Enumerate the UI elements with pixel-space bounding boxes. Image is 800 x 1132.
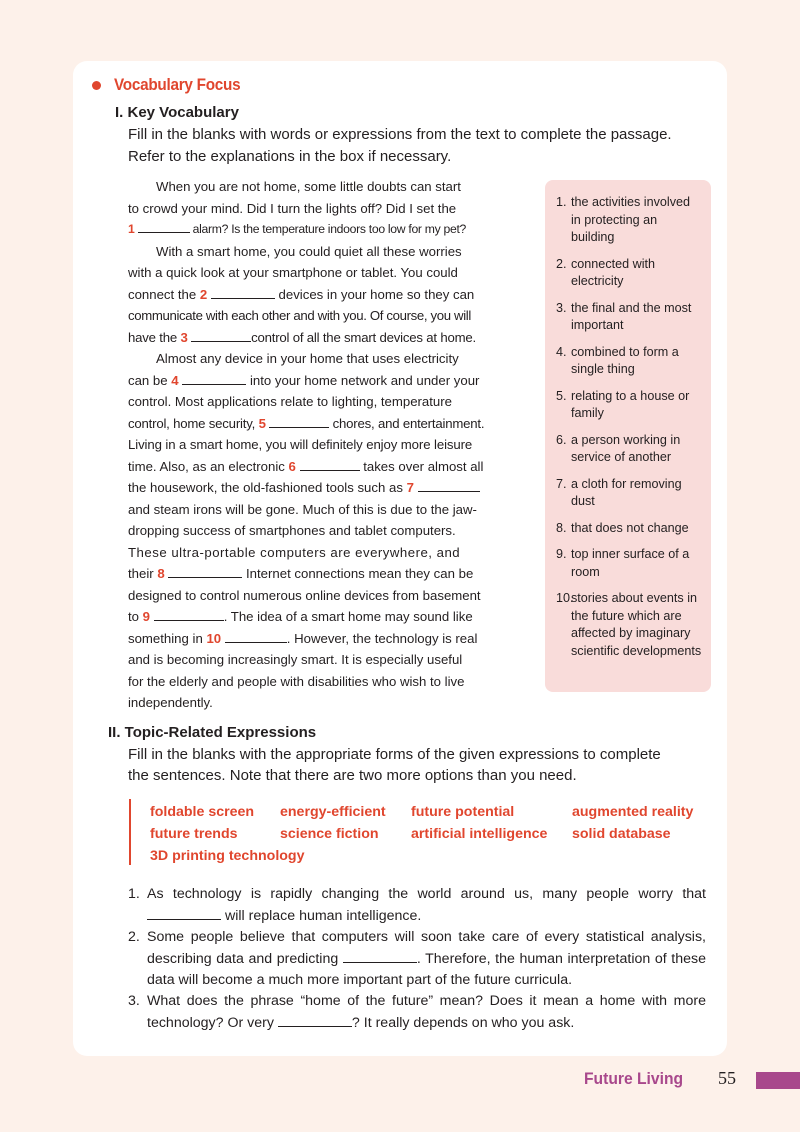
blank-9[interactable]: [154, 607, 224, 621]
passage-line: for the elderly and people with disabilities who wish to live: [128, 673, 465, 689]
sentence-blank-1[interactable]: [147, 906, 221, 920]
definition-item: 7. a cloth for removing dust: [556, 476, 682, 508]
blank-6[interactable]: [300, 457, 360, 471]
sentence-1: 1. As technology is rapidly changing the world around us, many people worry that will replace human intelligence.: [128, 886, 706, 924]
passage-line: control. Most applications relate to lighting, temperature: [128, 394, 452, 409]
passage-line: With a smart home, you could quiet all these worries: [156, 243, 462, 259]
definition-item: 6. a person working in service of another: [556, 432, 681, 464]
option-item: artificial intelligence: [411, 826, 548, 842]
definition-item: 1. the activities involved in protecting an building: [556, 195, 691, 244]
passage-line: 1 alarm? Is the temperature indoors too low for my pet?: [128, 219, 526, 241]
part1-instruction-1: Fill in the blanks with words or expressions from the text to complete the passage.: [128, 126, 672, 143]
sentence-3: 3. What does the phrase “home of the future” mean? Does it mean a home with more technology? Or very ? It really depends on who you ask.: [128, 993, 706, 1031]
definition-item: 10. stories about events in the future which are affected by imaginary scientific developments: [556, 591, 702, 658]
option-item: 3D printing technology: [150, 848, 305, 864]
passage-line: designed to control numerous online devices from basement: [128, 587, 481, 603]
option-item: future potential: [411, 804, 515, 820]
option-item: augmented reality: [572, 804, 694, 820]
definition-item: 8. that does not change: [556, 520, 689, 535]
option-item: future trends: [150, 826, 238, 842]
blank-number: 1: [128, 222, 135, 236]
blank-5[interactable]: [269, 414, 329, 428]
part2-instruction-2: the sentences. Note that there are two more options than you need.: [128, 767, 577, 784]
passage: [128, 176, 526, 714]
part1-heading: I. Key Vocabulary: [115, 104, 239, 121]
passage-line: something in 10 . However, the technology is real: [128, 630, 478, 646]
section-header: [92, 75, 254, 95]
option-item: science fiction: [280, 826, 379, 842]
definition-item: 2. connected with electricity: [556, 256, 656, 288]
passage-line: Almost any device in your home that uses electricity: [156, 351, 459, 366]
definitions-box: [545, 180, 711, 692]
sentence-2: 2. Some people believe that computers will soon take care of every statistical analysis, describing data and predicting . Therefore, the human interpretation of these data will become a much more important part of the future curricula.: [128, 929, 706, 988]
definition-item: 9. top inner surface of a room: [556, 547, 690, 579]
option-item: foldable screen: [150, 804, 255, 820]
definition-item: 3. the final and the most important: [556, 300, 692, 332]
passage-line: These ultra-portable computers are everywhere, and: [128, 544, 461, 560]
passage-line: the housework, the old-fashioned tools such as 7: [128, 477, 526, 499]
blank-10[interactable]: [225, 629, 287, 643]
passage-line: When you are not home, some little doubts can start: [156, 179, 461, 194]
option-item: energy-efficient: [280, 804, 386, 820]
passage-line: to 9 . The idea of a smart home may sound like: [128, 609, 473, 624]
part2-instruction-1: Fill in the blanks with the appropriate forms of the given expressions to complete: [128, 746, 661, 763]
passage-line: independently.: [128, 695, 213, 710]
passage-line: control, home security, 5 chores, and entertainment.: [128, 415, 485, 431]
part1-instruction-2: Refer to the explanations in the box if necessary.: [128, 148, 452, 165]
section-title: Vocabulary Focus: [114, 75, 241, 94]
blank-3[interactable]: [191, 328, 251, 342]
option-item: solid database: [572, 826, 671, 842]
passage-line: their 8 Internet connections mean they can be: [128, 566, 474, 581]
page-number: 55: [718, 1068, 736, 1088]
blank-7[interactable]: [418, 478, 480, 492]
footer-bar: [756, 1072, 800, 1089]
sentence-blank-3[interactable]: [278, 1013, 352, 1027]
bullet-dot-icon: [92, 81, 101, 90]
passage-line: with a quick look at your smartphone or tablet. You could: [128, 265, 458, 280]
passage-line: dropping success of smartphones and tablet computers.: [128, 523, 456, 538]
passage-line: to crowd your mind. Did I turn the lights off? Did I set the: [128, 200, 457, 216]
blank-4[interactable]: [182, 371, 246, 385]
definition-item: 4. combined to form a single thing: [556, 344, 679, 376]
passage-line: and is becoming increasingly smart. It is especially useful: [128, 652, 463, 667]
part2-heading: II. Topic-Related Expressions: [108, 724, 317, 741]
sentence-blank-2[interactable]: [343, 949, 417, 963]
passage-line: time. Also, as an electronic 6 takes over almost all: [128, 458, 484, 474]
footer-unit-title: Future Living: [584, 1069, 684, 1088]
options-box: [129, 799, 131, 865]
blank-8[interactable]: [168, 564, 242, 578]
blank-1[interactable]: [138, 219, 190, 233]
passage-line: can be 4 into your home network and under your: [128, 372, 480, 388]
definition-item: 5. relating to a house or family: [556, 388, 690, 420]
passage-line: Living in a smart home, you will definitely enjoy more leisure: [128, 437, 473, 452]
passage-line: and steam irons will be gone. Much of this is due to the jaw-: [128, 501, 477, 517]
passage-line: communicate with each other and with you. Of course, you will: [128, 308, 471, 323]
passage-line: have the 3 control of all the smart devices at home.: [128, 329, 476, 345]
passage-line: connect the 2 devices in your home so they can: [128, 286, 475, 302]
blank-2[interactable]: [211, 285, 275, 299]
